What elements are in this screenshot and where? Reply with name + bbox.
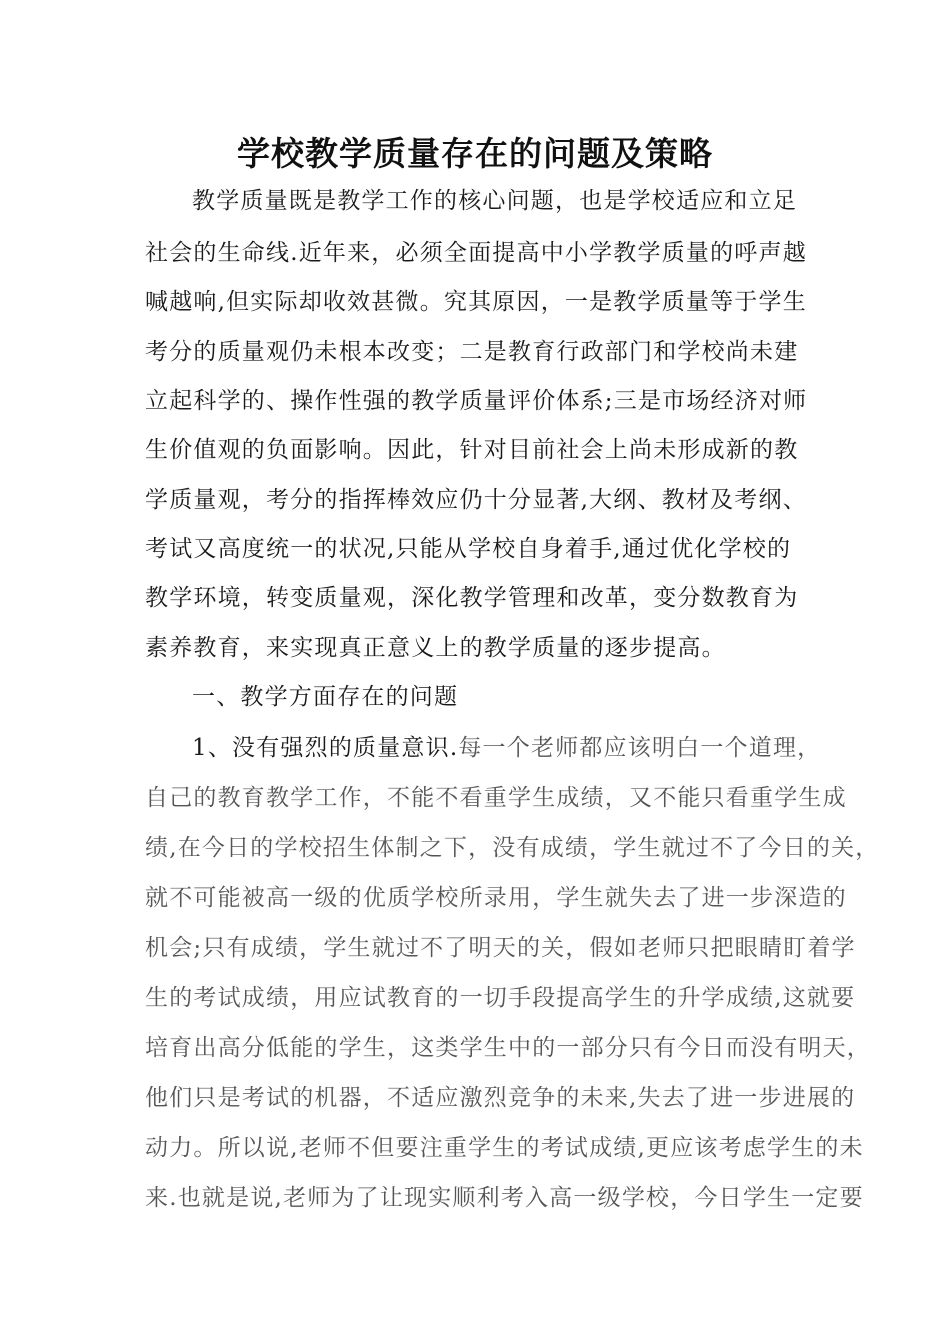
intro-line: 社会的生命线.近年来，必须全面提高中小学教学质量的呼声越 <box>145 240 807 266</box>
intro-line: 立起科学的、操作性强的教学质量评价体系;三是市场经济对师 <box>145 388 808 414</box>
point1-line: 培育出高分低能的学生，这类学生中的一部分只有今日而没有明天， <box>145 1035 871 1061</box>
point1-first-line <box>192 733 821 763</box>
intro-line: 教学环境，转变质量观，深化教学管理和改革，变分数教育为 <box>145 585 799 611</box>
point1-line: 机会;只有成绩，学生就过不了明天的关，假如老师只把眼睛盯着学 <box>145 935 856 961</box>
point1-lead: 1、没有强烈的质量意识. <box>192 735 459 761</box>
point1-line: 自己的教育教学工作，不能不看重学生成绩，又不能只看重学生成 <box>145 785 847 811</box>
section-heading: 一、教学方面存在的问题 <box>192 684 459 710</box>
point1-line: 来.也就是说,老师为了让现实顺利考入高一级学校，今日学生一定要 <box>145 1185 864 1211</box>
intro-line: 考分的质量观仍未根本改变；二是教育行政部门和学校尚未建 <box>145 339 799 365</box>
point1-line: 生的考试成绩，用应试教育的一切手段提高学生的升学成绩,这就要 <box>145 985 856 1011</box>
intro-line: 教学质量既是教学工作的核心问题，也是学校适应和立足 <box>192 188 797 214</box>
point1-lead-rest: 每一个老师都应该明白一个道理， <box>458 735 822 761</box>
intro-line: 生价值观的负面影响。因此，针对目前社会上尚未形成新的教 <box>145 437 799 463</box>
point1-line: 就不可能被高一级的优质学校所录用，学生就失去了进一步深造的 <box>145 885 847 911</box>
point1-line: 动力。所以说,老师不但要注重学生的考试成绩,更应该考虑学生的未 <box>145 1135 864 1161</box>
intro-line: 学质量观，考分的指挥棒效应仍十分显著,大纲、教材及考纲、 <box>145 487 807 513</box>
intro-line: 素养教育，来实现真正意义上的教学质量的逐步提高。 <box>145 635 726 661</box>
document-title: 学校教学质量存在的问题及策略 <box>237 134 713 173</box>
point1-line: 绩,在今日的学校招生体制之下，没有成绩，学生就过不了今日的关， <box>145 835 880 861</box>
intro-line: 考试又高度统一的状况,只能从学校自身着手,通过优化学校的 <box>145 536 792 562</box>
intro-line: 喊越响,但实际却收效甚微。究其原因，一是教学质量等于学生 <box>145 289 807 315</box>
point1-line: 他们只是考试的机器，不适应激烈竞争的未来,失去了进一步进展的 <box>145 1085 856 1111</box>
